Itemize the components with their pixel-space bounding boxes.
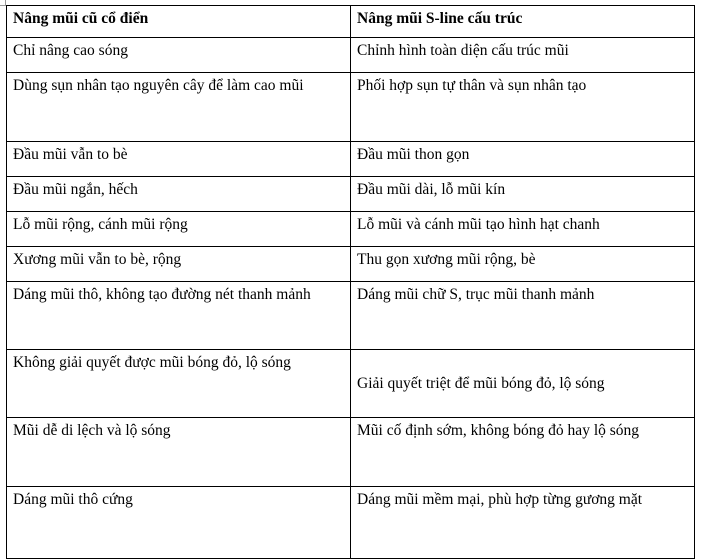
table-row [7,73,695,142]
cell-classic: Dáng mũi thô cứng [7,487,351,559]
table-row [7,38,695,73]
table-row [7,212,695,247]
cell-classic: Lỗ mũi rộng, cánh mũi rộng [7,212,351,247]
cell-sline: Giải quyết triệt để mũi bóng đỏ, lộ sóng [351,350,695,418]
table-row [7,418,695,487]
header-classic: Nâng mũi cũ cổ điển [7,6,351,38]
cell-classic: Không giải quyết được mũi bóng đỏ, lộ sóng [7,350,351,418]
cell-sline: Thu gọn xương mũi rộng, bè [351,247,695,282]
cell-classic: Đầu mũi ngắn, hếch [7,177,351,212]
comparison-table [6,5,695,559]
table-header-row [7,6,695,38]
cell-sline: Chỉnh hình toàn diện cấu trúc mũi [351,38,695,73]
cell-sline: Dáng mũi mềm mại, phù hợp từng gương mặt [351,487,695,559]
cell-classic: Dùng sụn nhân tạo nguyên cây để làm cao mũi [7,73,351,142]
cell-classic: Mũi dễ di lệch và lộ sóng [7,418,351,487]
cell-sline: Mũi cố định sớm, không bóng đỏ hay lộ sóng [351,418,695,487]
table-row [7,177,695,212]
cell-classic: Đầu mũi vẫn to bè [7,142,351,177]
table-row [7,350,695,418]
cell-classic: Dáng mũi thô, không tạo đường nét thanh mảnh [7,282,351,350]
table-row [7,487,695,559]
header-sline: Nâng mũi S-line cấu trúc [351,6,695,38]
table-row [7,247,695,282]
cell-sline: Dáng mũi chữ S, trục mũi thanh mảnh [351,282,695,350]
cell-sline: Lỗ mũi và cánh mũi tạo hình hạt chanh [351,212,695,247]
table-row [7,282,695,350]
cell-sline: Đầu mũi dài, lỗ mũi kín [351,177,695,212]
cell-classic: Xương mũi vẫn to bè, rộng [7,247,351,282]
table-row [7,142,695,177]
cell-classic: Chỉ nâng cao sóng [7,38,351,73]
cell-sline: Phối hợp sụn tự thân và sụn nhân tạo [351,73,695,142]
cell-sline: Đầu mũi thon gọn [351,142,695,177]
